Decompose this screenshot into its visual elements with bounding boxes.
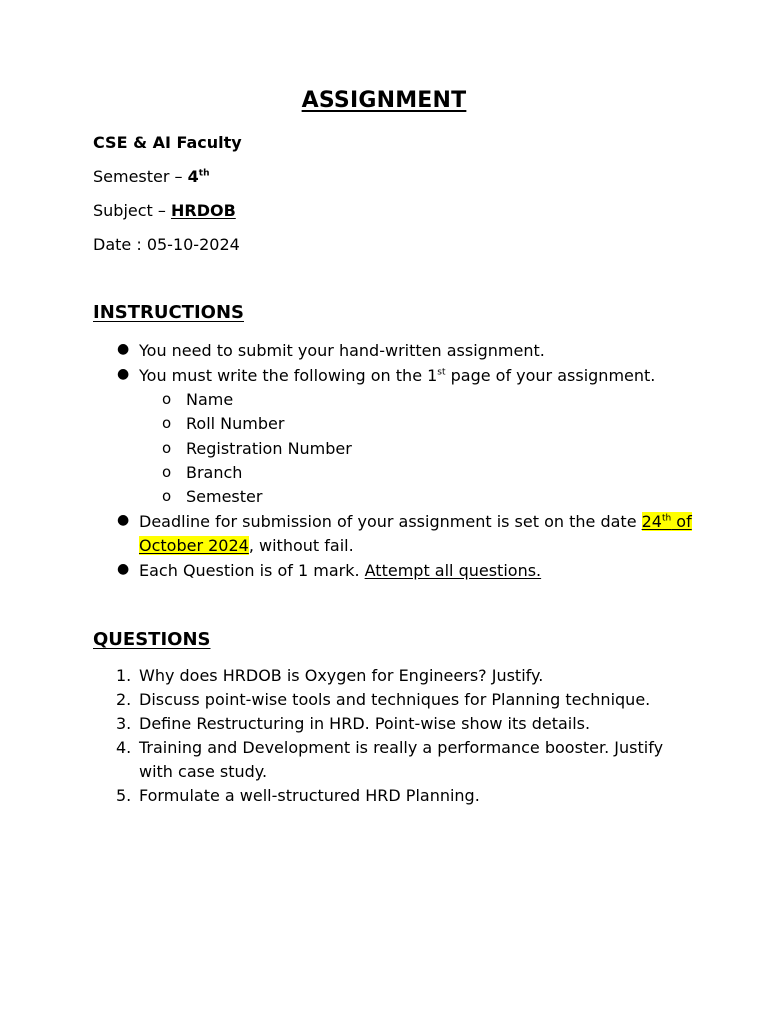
instruction-item-4-prefix: Each Question is of 1 mark. — [139, 561, 365, 580]
semester-sup: th — [198, 168, 210, 179]
bullet-icon: ● — [117, 366, 130, 382]
instruction-item-2-sup: st — [437, 367, 446, 378]
instruction-item-2-prefix: You must write the following on the 1 — [139, 366, 438, 385]
circle-bullet-icon: o — [162, 390, 172, 408]
question-number: 2. — [116, 690, 132, 709]
question-item-2: Discuss point-wise tools and techniques for Planning technique. — [139, 690, 651, 709]
date-label: Date : — [93, 235, 147, 254]
subject-label: Subject – — [93, 201, 171, 220]
question-item-4-line2: with case study. — [139, 762, 268, 781]
question-item-3: Define Restructuring in HRD. Point-wise show its details. — [139, 714, 591, 733]
question-number: 5. — [116, 786, 132, 805]
instructions-heading: INSTRUCTIONS — [93, 302, 244, 323]
instruction-item-3-line2 — [139, 536, 354, 555]
instruction-item-3-line1 — [139, 512, 692, 531]
bullet-icon: ● — [117, 512, 130, 528]
questions-heading: QUESTIONS — [93, 629, 211, 650]
question-number: 4. — [116, 738, 132, 757]
instruction-item-2-suffix: page of your assignment. — [445, 366, 656, 385]
sub-item-registration-number: Registration Number — [186, 439, 352, 458]
question-number: 1. — [116, 666, 132, 685]
page-title: ASSIGNMENT — [301, 88, 467, 113]
semester-value: 4 — [187, 167, 199, 186]
sub-item-branch: Branch — [186, 463, 243, 482]
circle-bullet-icon: o — [162, 487, 172, 505]
instruction-item-2 — [139, 366, 655, 385]
date-line — [93, 235, 240, 254]
sub-item-semester: Semester — [186, 487, 263, 506]
question-number: 3. — [116, 714, 132, 733]
faculty-line: CSE & AI Faculty — [93, 133, 242, 152]
circle-bullet-icon: o — [162, 439, 172, 457]
bullet-icon: ● — [117, 341, 130, 357]
sub-item-roll-number: Roll Number — [186, 414, 285, 433]
semester-line — [93, 167, 210, 186]
deadline-date-day: 24th of — [641, 512, 692, 531]
deadline-date-month: October 2024 — [139, 536, 249, 555]
circle-bullet-icon: o — [162, 463, 172, 481]
subject-value: HRDOB — [170, 201, 236, 220]
deadline-suffix: , without fail. — [248, 536, 354, 555]
bullet-icon: ● — [117, 561, 130, 577]
question-item-4: Training and Development is really a performance booster. Justify — [139, 738, 664, 757]
deadline-prefix: Deadline for submission of your assignment is set on the date — [139, 512, 642, 531]
question-item-1: Why does HRDOB is Oxygen for Engineers? Justify. — [139, 666, 544, 685]
sub-item-name: Name — [186, 390, 234, 409]
instruction-item-4 — [139, 561, 541, 580]
semester-label: Semester – — [93, 167, 188, 186]
circle-bullet-icon: o — [162, 414, 172, 432]
date-value: 05-10-2024 — [146, 235, 240, 254]
attempt-all-note: Attempt all questions. — [364, 561, 542, 580]
question-item-5: Formulate a well-structured HRD Planning. — [139, 786, 480, 805]
subject-line — [93, 201, 236, 220]
instruction-item-1: You need to submit your hand-written assignment. — [139, 341, 545, 360]
